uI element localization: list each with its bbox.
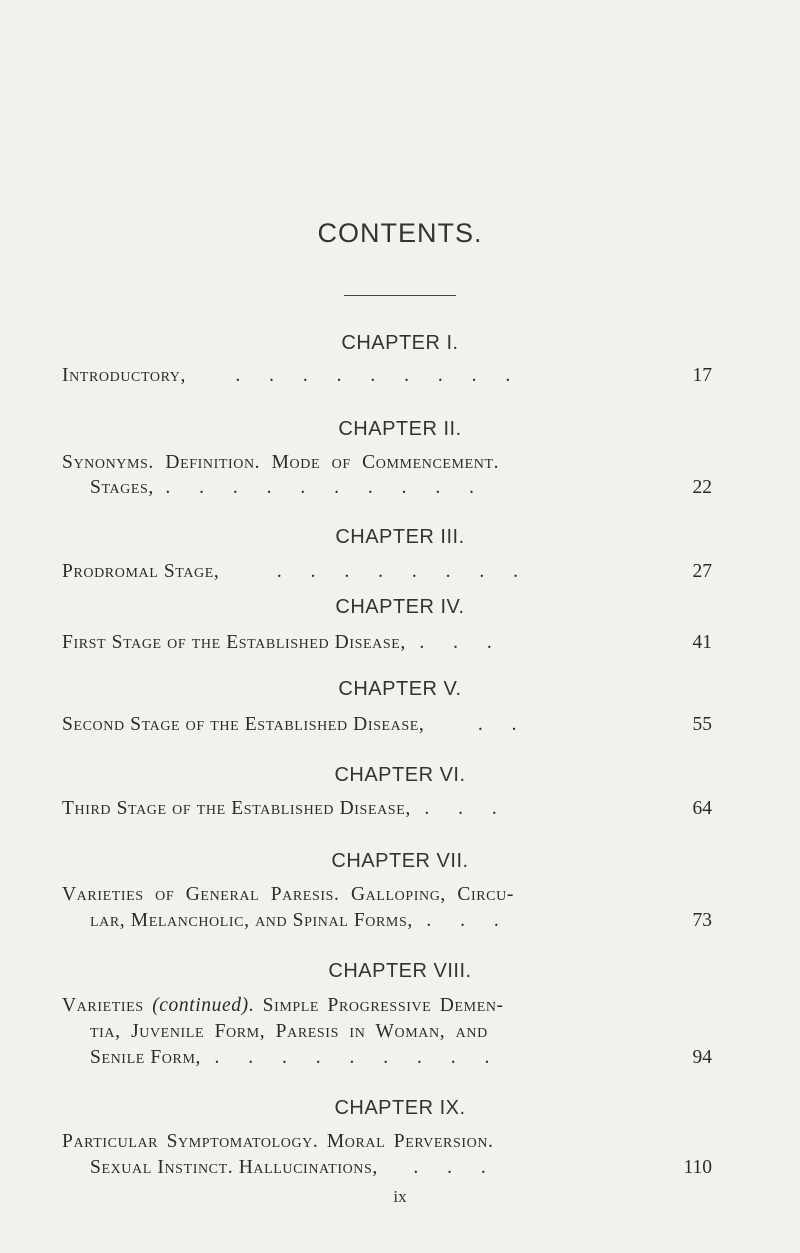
entry-title: Second Stage of the Established Disease, — [62, 714, 425, 735]
page-number: 110 — [683, 1157, 712, 1178]
page-number: 22 — [692, 477, 712, 498]
chapter-8-entry-line-3 — [90, 1045, 712, 1071]
entry-title: Stages, — [90, 477, 154, 498]
page-number: 64 — [692, 798, 712, 819]
chapter-7-entry-line-2 — [90, 908, 712, 934]
entry-title: lar, Melancholic, and Spinal Forms, — [90, 910, 413, 931]
chapter-8-entry-line-1 — [62, 993, 712, 1019]
leader-dots: . . . . . . . . . — [214, 1047, 502, 1068]
chapter-6-heading: CHAPTER VI. — [334, 764, 466, 786]
chapter-1-entry — [62, 363, 712, 389]
leader-dots: . . . . . . . . . . — [165, 477, 487, 498]
entry-title-continued: . Simple Progressive Demen- — [248, 995, 504, 1016]
entry-title: Prodromal Stage, — [62, 561, 220, 582]
chapter-2-entry-line-1: Synonyms. Definition. Mode of Commencement. — [62, 452, 500, 473]
leader-dots: . . . — [424, 798, 509, 819]
chapter-9-heading: CHAPTER IX. — [334, 1097, 466, 1119]
leader-dots: . . — [477, 714, 529, 735]
entry-italic-note: (continued) — [152, 995, 249, 1016]
entry-title: Senile Form, — [90, 1047, 201, 1068]
chapter-1-heading: CHAPTER I. — [341, 332, 459, 354]
chapter-8-heading: CHAPTER VIII. — [328, 960, 472, 982]
chapter-4-heading: CHAPTER IV. — [335, 596, 465, 618]
title-rule — [344, 295, 456, 296]
page-number: 27 — [692, 561, 712, 582]
page-number: 55 — [692, 714, 712, 735]
entry-title: Third Stage of the Established Disease, — [62, 798, 411, 819]
entry-title: Varieties — [62, 995, 144, 1016]
page-number: 94 — [692, 1047, 712, 1068]
entry-title: Introductory, — [62, 365, 186, 386]
chapter-3-heading: CHAPTER III. — [335, 526, 465, 548]
chapter-4-entry — [62, 630, 712, 656]
chapter-9-entry-line-2 — [90, 1155, 712, 1181]
chapter-8-entry-line-2: tia, Juvenile Form, Paresis in Woman, and — [90, 1021, 488, 1042]
leader-dots: . . . — [426, 910, 511, 931]
chapter-5-entry — [62, 712, 712, 738]
chapter-6-entry — [62, 796, 712, 822]
entry-title: Sexual Instinct. Hallucinations, — [90, 1157, 378, 1178]
page-number: 17 — [692, 365, 712, 386]
page-number: 73 — [692, 910, 712, 931]
page-folio: ix — [393, 1187, 407, 1206]
page-number: 41 — [692, 632, 712, 653]
chapter-5-heading: CHAPTER V. — [338, 678, 462, 700]
chapter-2-heading: CHAPTER II. — [338, 418, 462, 440]
page-title: CONTENTS. — [317, 218, 483, 248]
chapter-7-entry-line-1: Varieties of General Paresis. Galloping, Circu- — [62, 884, 514, 905]
chapter-9-entry-line-1: Particular Symptomatology. Moral Perversion. — [62, 1131, 494, 1152]
leader-dots: . . . — [419, 632, 504, 653]
chapter-7-heading: CHAPTER VII. — [331, 850, 469, 872]
leader-dots: . . . . . . . . . — [235, 365, 523, 386]
chapter-3-entry — [62, 559, 712, 585]
leader-dots: . . . — [413, 1157, 498, 1178]
leader-dots: . . . . . . . . — [276, 561, 530, 582]
chapter-2-entry-line-2 — [90, 475, 712, 501]
entry-title: First Stage of the Established Disease, — [62, 632, 406, 653]
